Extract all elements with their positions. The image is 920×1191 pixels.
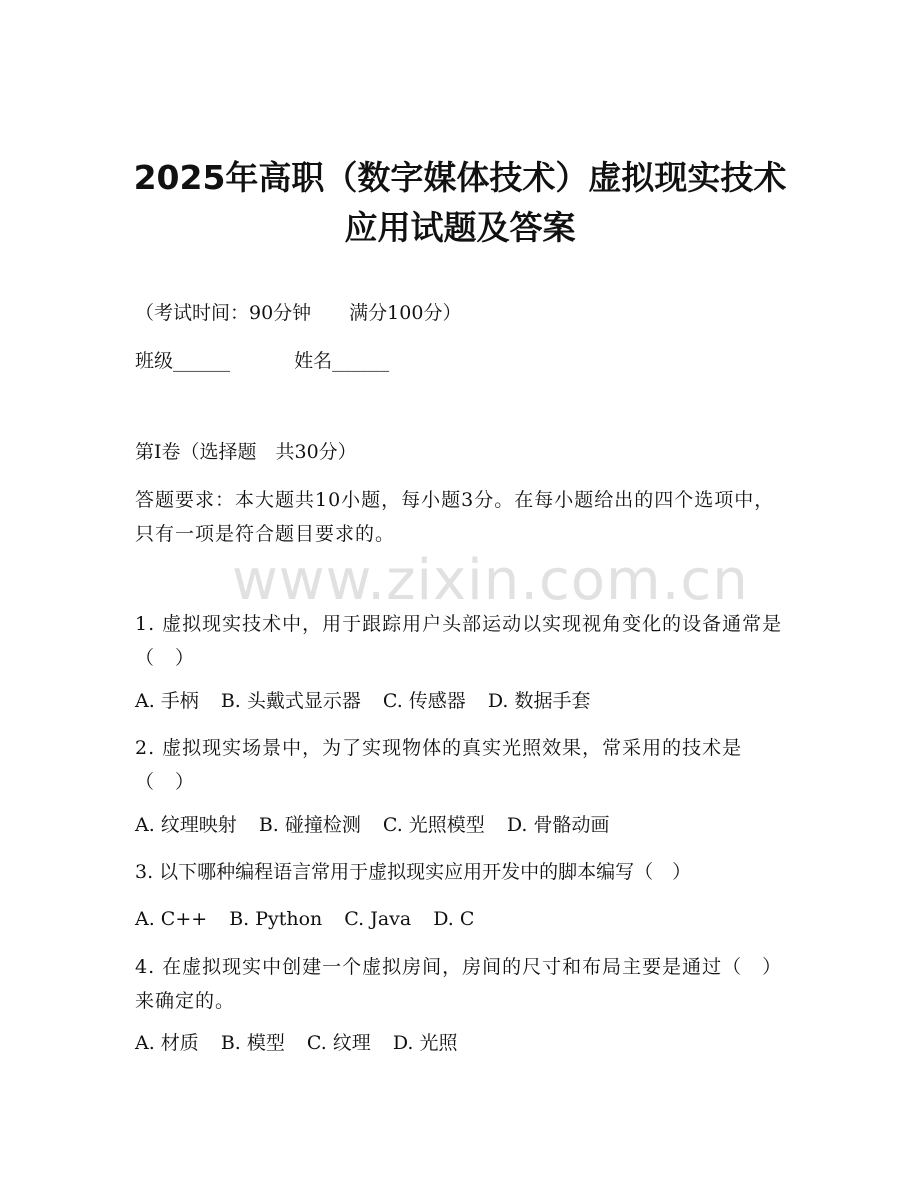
doc-title-line-1: 2025年高职（数字媒体技术）虚拟现实技术 <box>133 158 787 197</box>
option: D. 光照 <box>392 1032 458 1054</box>
option: D. 骨骼动画 <box>506 814 610 836</box>
question-2: 2. 虚拟现实场景中，为了实现物体的真实光照效果，常采用的技术是（ ） <box>135 737 743 793</box>
question-3-options <box>135 904 785 934</box>
option: C. 纹理 <box>306 1032 371 1054</box>
watermark: www.zixin.com.cn <box>232 548 749 613</box>
option: B. 碰撞检测 <box>258 814 361 836</box>
option: B. 头戴式显示器 <box>220 690 361 712</box>
option: C. 光照模型 <box>382 814 485 836</box>
option: D. C <box>433 908 475 930</box>
question-4: 4. 在虚拟现实中创建一个虚拟房间，房间的尺寸和布局主要是通过（ ）来确定的。 <box>135 956 783 1012</box>
question-3: 3. 以下哪种编程语言常用于虚拟现实应用开发中的脚本编写（ ） <box>135 861 692 883</box>
name-field: 姓名______ <box>294 350 390 372</box>
question-1-options <box>135 686 785 716</box>
question-4-options <box>135 1028 785 1058</box>
option: C. Java <box>344 908 412 930</box>
option: D. 数据手套 <box>487 690 591 712</box>
exam-info: （考试时间：90分钟 满分100分） <box>135 302 462 324</box>
option: A. 材质 <box>135 1032 199 1054</box>
doc-title-line-2: 应用试题及答案 <box>344 208 576 247</box>
instructions: 答题要求：本大题共10小题，每小题3分。在每小题给出的四个选项中，只有一项是符合题目要求的。 <box>135 489 775 545</box>
option: A. 纹理映射 <box>135 814 237 836</box>
option: B. Python <box>229 908 323 930</box>
question-1: 1. 虚拟现实技术中，用于跟踪用户头部运动以实现视角变化的设备通常是（ ） <box>135 613 783 669</box>
option: C. 传感器 <box>382 690 466 712</box>
student-fields <box>135 346 785 376</box>
option: B. 模型 <box>220 1032 285 1054</box>
option: A. 手柄 <box>135 690 199 712</box>
question-2-options <box>135 810 785 840</box>
section-heading: 第I卷（选择题 共30分） <box>135 441 357 463</box>
option: A. C++ <box>135 908 208 930</box>
class-field: 班级______ <box>135 350 231 372</box>
